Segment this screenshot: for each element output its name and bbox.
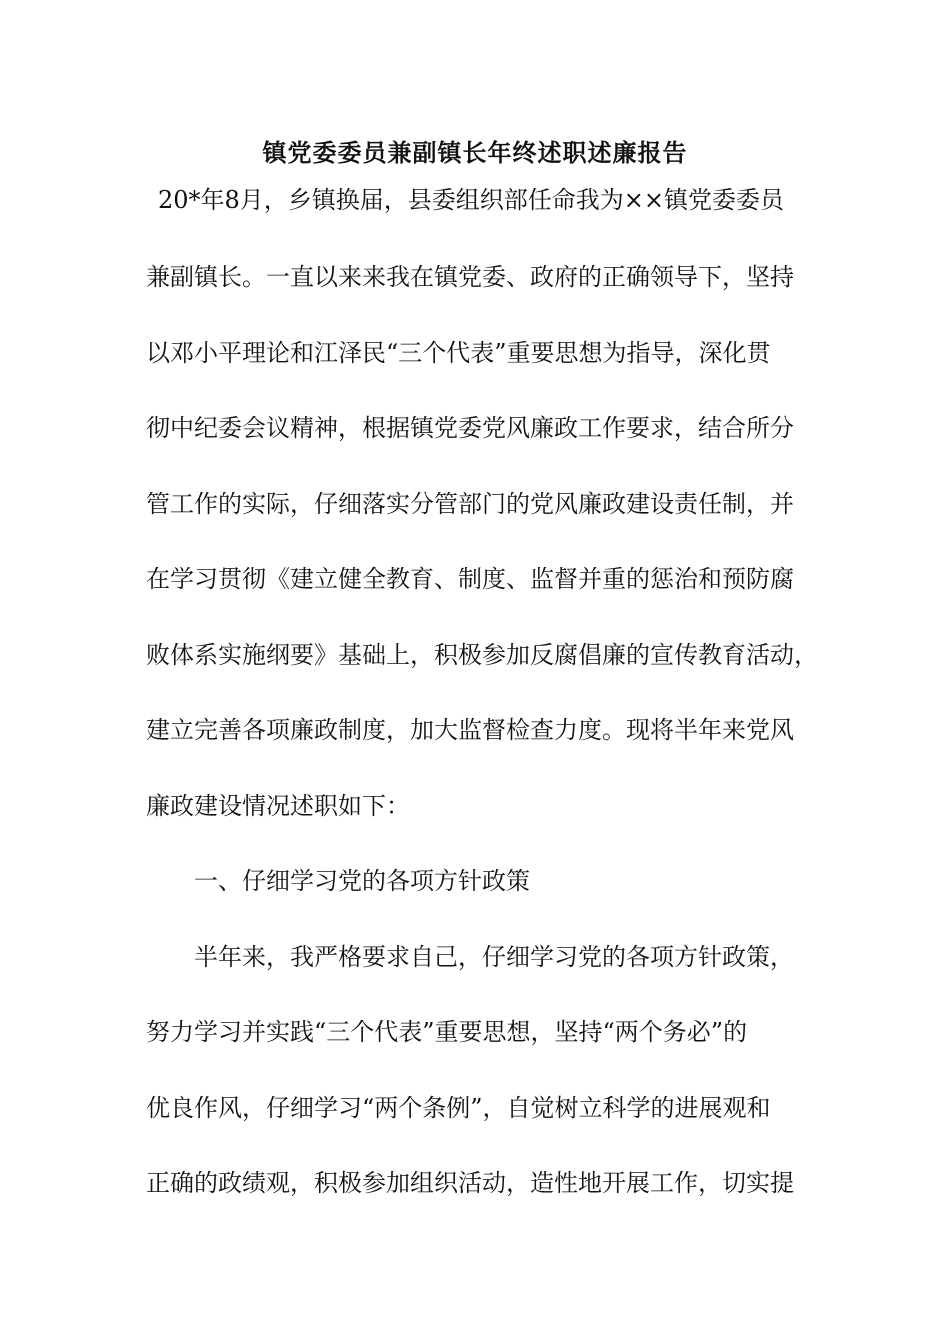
body-line: 兼副镇长。一直以来来我在镇党委、政府的正确领导下，坚持: [146, 263, 794, 291]
body-line: 廉政建设情况述职如下：: [146, 792, 410, 820]
body-line: 在学习贯彻《建立健全教育、制度、监督并重的惩治和预防腐: [146, 565, 794, 593]
body-line: 正确的政绩观，积极参加组织活动，造性地开展工作，切实提: [146, 1169, 794, 1197]
body-line: 建立完善各项廉政制度，加大监督检查力度。现将半年来党风: [146, 716, 794, 744]
body-line: 半年来，我严格要求自己，仔细学习党的各项方针政策，: [194, 943, 794, 971]
body-line: 20*年8月，乡镇换届，县委组织部任命我为××镇党委委员: [158, 186, 785, 214]
body-line: 以邓小平理论和江泽民“三个代表”重要思想为指导，深化贯: [146, 339, 771, 367]
body-line: 管工作的实际，仔细落实分管部门的党风廉政建设责任制，并: [146, 490, 794, 518]
body-line: 败体系实施纲要》基础上，积极参加反腐倡廉的宣传教育活动，: [146, 641, 818, 669]
body-line: 优良作风，仔细学习“两个条例”，自觉树立科学的进展观和: [146, 1094, 771, 1122]
document-title: 镇党委委员兼副镇长年终述职述廉报告: [262, 139, 688, 167]
section-heading: 一、仔细学习党的各项方针政策: [194, 867, 530, 895]
body-line: 努力学习并实践“三个代表”重要思想，坚持“两个务必”的: [146, 1018, 748, 1046]
body-line: 彻中纪委会议精神，根据镇党委党风廉政工作要求，结合所分: [146, 414, 794, 442]
